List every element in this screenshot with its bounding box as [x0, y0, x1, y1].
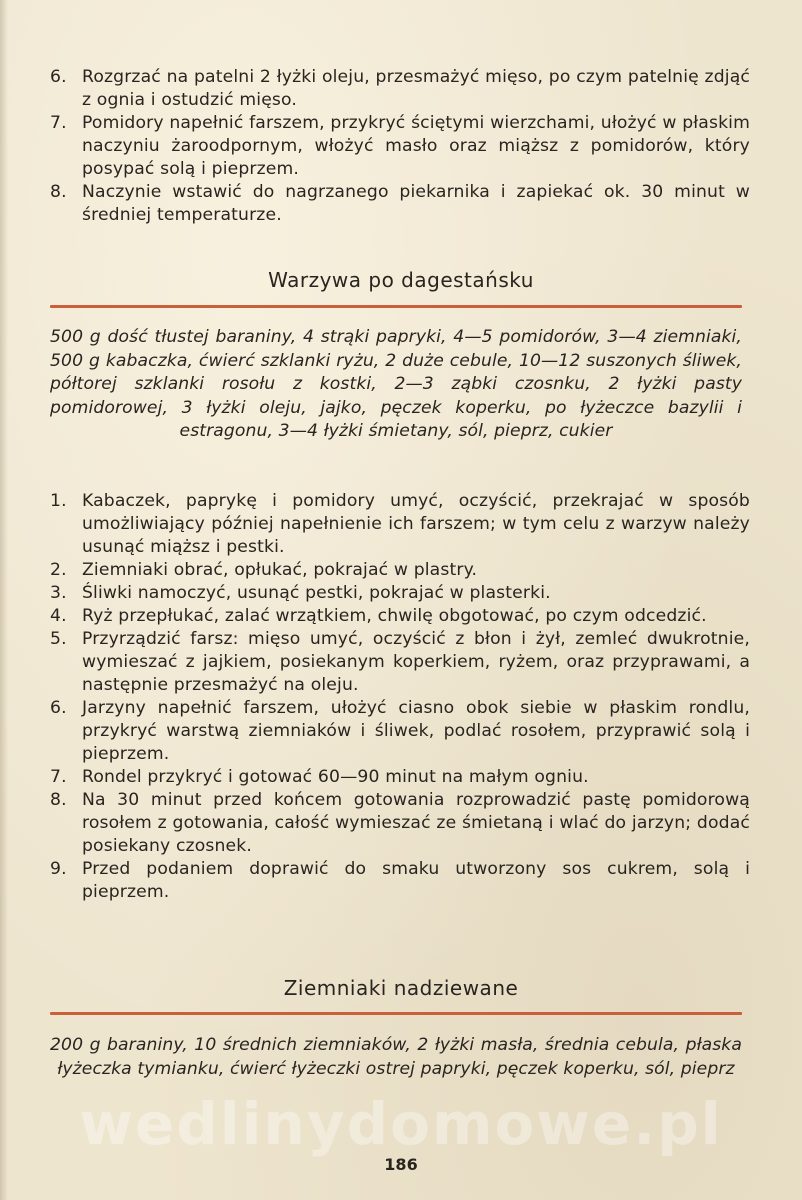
list-item: 2. Ziemniaki obrać, opłukać, pokrajać w plastry. [50, 560, 478, 580]
list-item: 9. Przed podaniem doprawić do smaku utworzony sos cukrem, solą i pieprzem. [50, 859, 750, 902]
watermark-text: wedlinydomowe.pl [79, 1090, 723, 1158]
ingredients-list: 500 g dość tłustej baraniny, 4 strąki papryki, 4—5 pomidorów, 3—4 ziemniaki, 500 g kabaczka, ćwierć szklanki ryżu, 2 duże cebule, 10—12 suszonych śliwek, półtorej szklanki rosołu z kostki, 2—3 ząbki czosnku, 2 łyżki pasty pomidorowej, 3 łyżki oleju, jajko, pęczek koperku, po łyżeczce bazylii i estragonu, 3—4 łyżki śmietany, sól, pieprz, cukier [50, 327, 742, 441]
list-item: 7. Rondel przykryć i gotować 60—90 minut na małym ogniu. [50, 767, 589, 787]
page-edge-shadow [0, 0, 8, 1200]
list-item: 1. Kabaczek, paprykę i pomidory umyć, oczyścić, przekrajać w sposób umożliwiający później napełnienie ich farszem; w tym celu z warzyw należy usunąć miąższ i pestki. [50, 491, 750, 557]
list-item: 5. Przyrządzić farsz: mięso umyć, oczyścić z błon i żył, zemleć dwukrotnie, wymieszać z jajkiem, posiekanym koperkiem, ryżem, oraz przyprawami, a następnie przesmażyć na oleju. [50, 629, 750, 695]
title-underline [50, 305, 742, 308]
ingredients-list: 200 g baraniny, 10 średnich ziemniaków, 2 łyżki masła, średnia cebula, płaska łyżeczka tymianku, ćwierć łyżeczki ostrej papryki, pęczek koperku, sól, pieprz [50, 1035, 742, 1079]
list-item: 3. Śliwki namoczyć, usunąć pestki, pokrajać w plasterki. [50, 583, 551, 603]
recipe-title: Ziemniaki nadziewane [283, 976, 519, 1000]
page-number: 186 [384, 1155, 418, 1174]
recipe-steps [50, 490, 750, 904]
list-item: 6. Jarzyny napełnić farszem, ułożyć ciasno obok siebie w płaskim rondlu, przykryć warstwą ziemniaków i śliwek, podlać rosołem, przyprawić solą i pieprzem. [50, 698, 750, 764]
list-item: 8. Na 30 minut przed końcem gotowania rozprowadzić pastę pomidorową rosołem z gotowania, całość wymieszać ze śmietaną i wlać do jarzyn; dodać posiekany czosnek. [50, 790, 750, 856]
list-item: 7. Pomidory napełnić farszem, przykryć ściętymi wierzchami, ułożyć w płaskim naczyniu żaroodpornym, włożyć masło oraz miąższ z pomidorów, który posypać solą i pieprzem. [50, 113, 750, 179]
title-underline [50, 1012, 742, 1015]
list-item: 8. Naczynie wstawić do nagrzanego piekarnika i zapiekać ok. 30 minut w średniej temperaturze. [50, 182, 750, 225]
previous-recipe-steps [50, 66, 750, 227]
list-item: 4. Ryż przepłukać, zalać wrzątkiem, chwilę obgotować, po czym odcedzić. [50, 606, 707, 626]
list-item: 6. Rozgrzać na patelni 2 łyżki oleju, przesmażyć mięso, po czym patelnię zdjąć z ognia i ostudzić mięso. [50, 67, 750, 110]
recipe-title: Warzywa po dagestańsku [268, 268, 534, 292]
